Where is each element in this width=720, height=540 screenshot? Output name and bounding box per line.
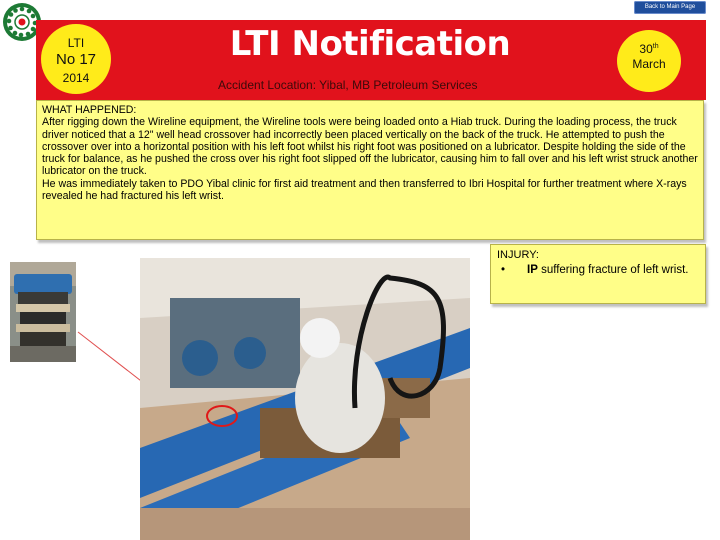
back-to-main-button[interactable] xyxy=(634,1,706,14)
accident-scene-photo xyxy=(140,258,470,540)
injury-item xyxy=(497,263,699,278)
badge-lti: LTI xyxy=(67,36,85,50)
injury-heading: INJURY: xyxy=(497,249,539,261)
injury-bullet: • xyxy=(501,264,506,276)
badge-number: No 17 xyxy=(55,51,97,68)
injury-description: suffering fracture of left wrist. xyxy=(537,264,689,276)
date-day-line xyxy=(617,42,681,56)
date-suffix: th xyxy=(652,43,659,50)
what-happened-paragraph-1: After rigging down the Wireline equipment, the Wireline tools were being loaded onto a Hiab truck. During the loading process, the truck driver noticed that a 12" well head crossover had incorrectly been placed vertically on the back of the truck. He attempted to push the crossover over into a horizontal position with his left foot whilst his right foot was positioned on a lubricator. Despite holding the side of the truck for balance, as he pushed the cross over his right foot slipped off the lubricator, causing him to fall over and his left wrist struck another lubricator on the truck. xyxy=(42,116,698,178)
badge-year: 2014 xyxy=(62,71,90,85)
lti-number-badge xyxy=(41,24,111,94)
date-month: March xyxy=(632,57,666,71)
injury-box xyxy=(490,244,706,304)
what-happened-box xyxy=(36,100,704,240)
what-happened-paragraph-2: He was immediately taken to PDO Yibal clinic for first aid treatment and then transferred to Ibri Hospital for further treatment where X-rays revealed he had fractured his left wrist. xyxy=(42,177,687,203)
injury-text xyxy=(527,263,689,278)
page-title: LTI Notification xyxy=(229,24,511,64)
accident-location: Accident Location: Yibal, MB Petroleum Services xyxy=(218,78,478,92)
date-day: 30 xyxy=(639,42,653,56)
date-badge xyxy=(617,30,681,92)
crossover-closeup-photo xyxy=(10,262,76,362)
back-to-main-label: Back to Main Page xyxy=(644,4,696,10)
what-happened-heading: WHAT HAPPENED: xyxy=(42,104,137,116)
injury-ip: IP xyxy=(527,264,538,276)
